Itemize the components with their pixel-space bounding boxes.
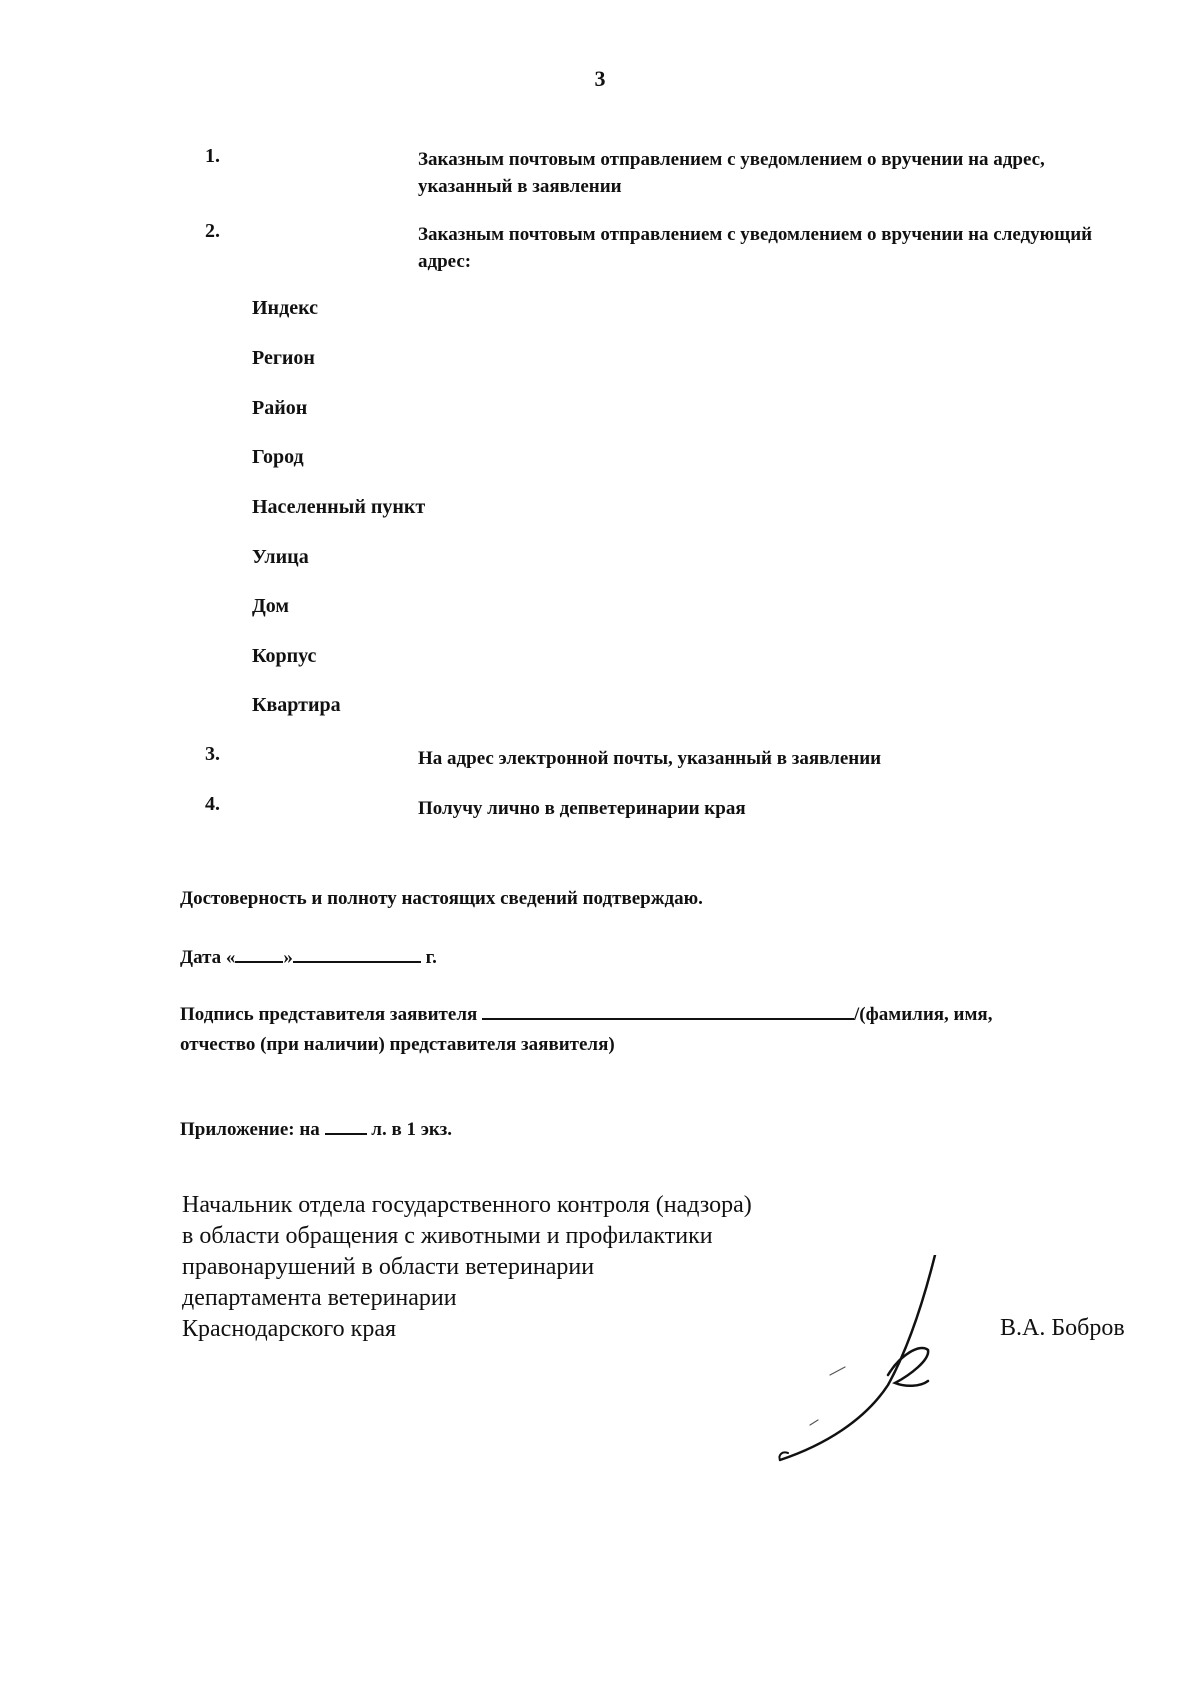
- chief-title: [182, 1190, 752, 1345]
- date-label: Дата «: [180, 947, 236, 968]
- address-field-building: Корпус: [252, 645, 317, 667]
- option-text-4: Получу лично в депветеринарии края: [418, 798, 746, 819]
- attachment-line: [180, 1115, 452, 1141]
- attachment-label: Приложение: на: [180, 1119, 325, 1140]
- attachment-pages-blank: [325, 1115, 367, 1135]
- chief-title-line-4: департамента ветеринарии: [182, 1285, 457, 1311]
- option-text-3: На адрес электронной почты, указанный в заявлении: [418, 748, 882, 769]
- option-number-3: 3.: [205, 743, 220, 765]
- address-field-city: Город: [252, 446, 304, 468]
- date-mid: »: [283, 947, 293, 968]
- address-field-settlement: Населенный пункт: [252, 496, 426, 518]
- chief-title-line-3: правонарушений в области ветеринарии: [182, 1254, 595, 1280]
- signature-after: /(фамилия, имя,: [854, 1004, 993, 1025]
- address-field-house: Дом: [252, 595, 290, 617]
- option-number-4: 4.: [205, 793, 220, 815]
- date-day-blank: [235, 943, 283, 963]
- option-text-2: Заказным почтовым отправлением с уведомлением о вручении на следующий адрес:: [418, 224, 1093, 272]
- date-month-blank: [293, 943, 421, 963]
- signature-blank: [482, 1000, 854, 1020]
- option-text-1: Заказным почтовым отправлением с уведомлением о вручении на адрес, указанный в заявлении: [418, 149, 1045, 197]
- address-field-district: Район: [252, 397, 308, 419]
- address-field-region: Регион: [252, 347, 315, 369]
- date-suffix: г.: [420, 947, 437, 968]
- confirm-text: Достоверность и полноту настоящих сведений подтверждаю.: [180, 888, 703, 909]
- chief-title-line-5: Краснодарского края: [182, 1316, 397, 1342]
- chief-name: В.А. Бобров: [1000, 1315, 1125, 1341]
- chief-title-line-1: Начальник отдела государственного контроля (надзора): [182, 1192, 752, 1218]
- option-number-1: 1.: [205, 145, 220, 167]
- attachment-suffix: л. в 1 экз.: [366, 1119, 453, 1140]
- address-field-index: Индекс: [252, 297, 318, 319]
- address-field-apartment: Квартира: [252, 694, 341, 716]
- address-field-street: Улица: [252, 546, 309, 568]
- page-number: 3: [594, 66, 606, 91]
- representative-signature-block: [180, 1000, 1080, 1060]
- signature-label: Подпись представителя заявителя: [180, 1004, 483, 1025]
- handwritten-signature: [770, 1255, 950, 1465]
- chief-title-line-2: в области обращения с животными и профилактики: [182, 1223, 713, 1249]
- signature-line2: отчество (при наличии) представителя заявителя): [180, 1034, 615, 1055]
- option-number-2: 2.: [205, 220, 220, 242]
- date-line: [180, 943, 437, 969]
